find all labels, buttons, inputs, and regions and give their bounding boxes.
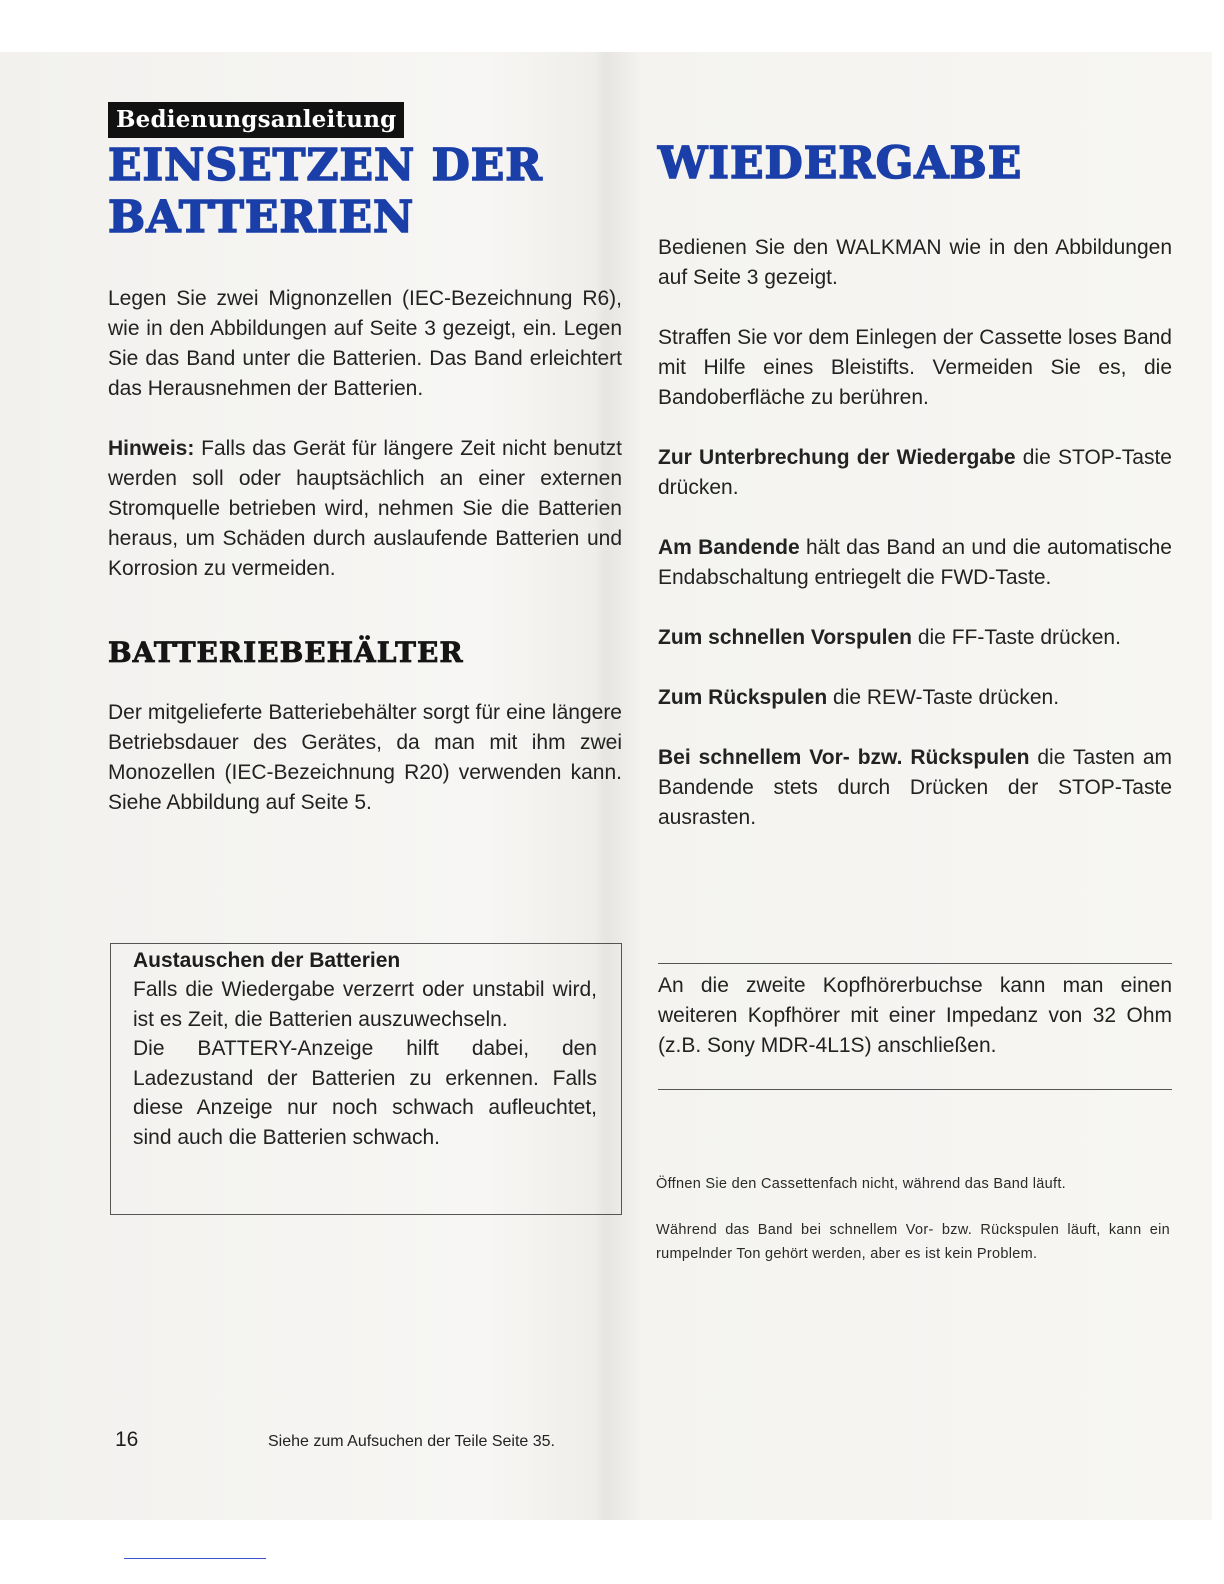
battery-holder-heading: BATTERIEBEHÄLTER xyxy=(108,636,464,669)
instruction-text: die Tasten am Bandende stets durch Drücken der STOP-Taste ausrasten. xyxy=(658,746,1172,829)
instruction-lead: Am Bandende xyxy=(658,536,800,559)
battery-replacement-box xyxy=(110,943,622,1215)
right-column xyxy=(658,138,1172,833)
box-text-1: Falls die Wiedergabe verzerrt oder unstabil wird, ist es Zeit, die Batterien auszuwechseln. xyxy=(133,978,597,1031)
instruction-fast-wind-release xyxy=(658,743,1172,833)
small-notes xyxy=(656,1172,1170,1266)
parts-reference: Siehe zum Aufsuchen der Teile Seite 35. xyxy=(268,1433,555,1450)
playback-intro: Bedienen Sie den WALKMAN wie in den Abbildungen auf Seite 3 gezeigt. xyxy=(658,236,1172,289)
instruction-text: die FF-Taste drücken. xyxy=(912,626,1121,649)
box-title: Austauschen der Batterien xyxy=(133,949,401,972)
left-title xyxy=(108,140,622,244)
note-text: Falls das Gerät für längere Zeit nicht benutzt werden soll oder hauptsächlich an einer externen Stromquelle betrieben wird, nehmen Sie die Batterien heraus, um Schäden durch auslaufende Batterien und Korrosion zu vermeiden. xyxy=(108,437,622,580)
instruction-stop xyxy=(658,443,1172,503)
left-column xyxy=(108,102,622,818)
battery-intro: Legen Sie zwei Mignonzellen (IEC-Bezeichnung R6), wie in den Abbildungen auf Seite 3 gezeigt, ein. Legen Sie das Band unter die Batterien. Das Band erleichtert das Herausnehmen der Batterien. xyxy=(108,287,622,400)
left-title-line1: EINSETZEN DER xyxy=(108,140,543,191)
instruction-lead: Zur Unterbrechung der Wiedergabe xyxy=(658,446,1016,469)
right-title: WIEDERGABE xyxy=(658,138,1023,189)
instruction-rewind xyxy=(658,683,1172,713)
cassette-compartment-note: Öffnen Sie den Cassettenfach nicht, während das Band läuft. xyxy=(656,1176,1066,1192)
instruction-lead: Bei schnellem Vor- bzw. Rückspulen xyxy=(658,746,1030,769)
divider-bottom xyxy=(658,1089,1172,1090)
headphone-note: An die zweite Kopfhörerbuchse kann man einen weiteren Kopfhörer mit einer Impedanz von 32 Ohm (z.B. Sony MDR-4L1S) anschließen. xyxy=(658,974,1172,1057)
scan-line xyxy=(124,1558,266,1559)
instruction-lead: Zum Rückspulen xyxy=(658,686,828,709)
left-title-line2: BATTERIEN xyxy=(108,192,415,243)
instruction-tape-end xyxy=(658,533,1172,593)
rumble-note: Während das Band bei schnellem Vor- bzw. Rückspulen läuft, kann ein rumpelnder Ton gehört werden, aber es ist kein Problem. xyxy=(656,1222,1170,1262)
headphone-note-block xyxy=(658,971,1172,1061)
instruction-lead: Zum schnellen Vorspulen xyxy=(658,626,912,649)
instruction-text: die STOP-Taste drücken. xyxy=(658,446,1172,499)
note-label: Hinweis: xyxy=(108,437,195,460)
tape-tension-text: Straffen Sie vor dem Einlegen der Cassette loses Band mit Hilfe eines Bleistifts. Vermeiden Sie es, die Bandoberfläche zu berühren. xyxy=(658,326,1172,409)
manual-tag: Bedienungsanleitung xyxy=(108,102,404,138)
battery-note xyxy=(108,434,622,584)
instruction-text: hält das Band an und die automatische Endabschaltung entriegelt die FWD-Taste. xyxy=(658,536,1172,589)
battery-holder-text: Der mitgelieferte Batteriebehälter sorgt für eine längere Betriebsdauer des Gerätes, da man mit ihm zwei Monozellen (IEC-Bezeichnung R20) verwenden kann. Siehe Abbildung auf Seite 5. xyxy=(108,701,622,814)
instruction-text: die REW-Taste drücken. xyxy=(827,686,1060,709)
box-text-2: Die BATTERY-Anzeige hilft dabei, den Ladezustand der Batterien zu erkennen. Falls diese Anzeige nur noch schwach aufleuchtet, sind auch die Batterien schwach. xyxy=(133,1037,597,1149)
instruction-fast-forward xyxy=(658,623,1172,653)
divider-top xyxy=(658,963,1172,964)
page-number: 16 xyxy=(115,1428,139,1451)
